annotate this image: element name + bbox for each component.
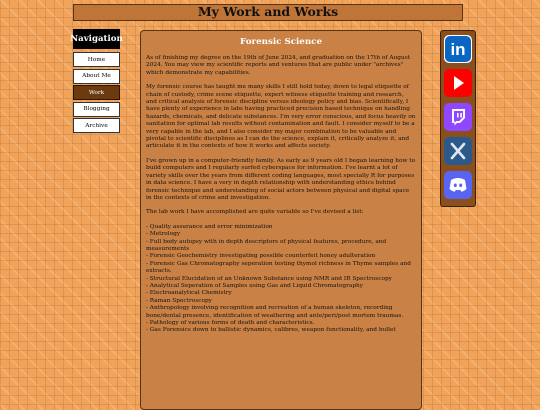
- nav-about-me-button[interactable]: About Me: [73, 69, 120, 84]
- list-item: - Pathology of various forms of death and characteristics.: [146, 320, 315, 326]
- intro-paragraph: As of finishing my degree on the 19th of June 2024, and graduation on the 17th of August 2024. You may view my scientific reports and ventures that are public under "archives" which demonstrate my capabilities.: [146, 55, 411, 76]
- discord-link[interactable]: [444, 171, 472, 199]
- list-item: - Raman Spectroscopy: [146, 297, 212, 304]
- list-item: - Forensic Geochemistry investigating possible counterfeit honey adulteration: [146, 253, 376, 260]
- course-paragraph: My forensic course has taught me many skills I still hold today, down to legal etiquette of chain of custody, crime scene etiquette, expert witness etiquette training and research, and critical analysis of forensic discipline versus ideology policy and bias. Scientifically, I have plenty of experience in labs having practiced precision based technique on handling hazards, chemicals, and delicate substances. I'm very error conscious, and focus heavily on sanitation for optimal lab results without contamination and fault. I consider myself to be a very capable in the lab, and I also consider my major combination to be valuable and pivotal to scientific disciplines as I can do the science, explain it, critically analyze it, and articulate it in the contexts of how it works and affects society.: [146, 84, 416, 150]
- list-item: - Gas Forensics down to ballistic dynamics, calibres, weapon functionality, and bullet: [146, 327, 396, 334]
- list-item: - Anthropology involving recognition and recreation of a human skeleton, recording bone/dental presence, identification of weathering and ante/peri/post mortem traumas.: [146, 305, 404, 319]
- twitch-link[interactable]: [444, 103, 472, 131]
- nav-home-button[interactable]: Home: [73, 52, 120, 67]
- nav-work-button[interactable]: Work: [73, 85, 120, 100]
- page-title: My Work and Works: [197, 4, 339, 20]
- youtube-icon: [448, 73, 468, 93]
- page-header: [73, 4, 463, 21]
- main-content-panel: [140, 30, 422, 410]
- list-item: - Forensic Gas Chromatography seperation testing thymol richness in Thyme samples and extracts.: [146, 260, 411, 275]
- section-title: Forensic Science: [240, 37, 322, 47]
- x-twitter-link[interactable]: [444, 137, 472, 165]
- nav-blogging-button[interactable]: Blogging: [73, 102, 120, 117]
- discord-icon: [447, 174, 469, 196]
- background-paragraph: I've grown up in a computer-friendly family. As early as 9 years old I began learning how to build computers and I regularly surfed cyberspace for information. I've learnt a lot of variety skills over the years from different coding languages, most specially R for purposes in data science. I have a very in depth relationship with understanding ethics behind forensic technique and understanding of social actors between physical and digital space in the contexts of crime and investigation.: [146, 157, 416, 201]
- lab-work-intro: The lab work I have accomplished are quite variable so I've devised a list:: [146, 209, 364, 216]
- youtube-link[interactable]: [444, 69, 472, 97]
- social-links-panel: [440, 30, 476, 207]
- svg-text:in: in: [450, 40, 466, 59]
- navigation-title: Navigation: [73, 29, 120, 49]
- nav-archive-button[interactable]: Archive: [73, 118, 120, 133]
- list-item: - Structural Elucidation of an Unknown Substance using NMR and IR Spectroscopy: [146, 275, 392, 282]
- list-item: - Electroanalytical Chemistry: [146, 290, 232, 297]
- linkedin-icon: [445, 36, 471, 62]
- x-icon: [448, 141, 468, 161]
- list-item: - Analytical Seperation of Samples using Gas and Liquid Chromatography: [146, 282, 364, 289]
- linkedin-link[interactable]: [444, 35, 472, 63]
- navigation-panel: [70, 29, 123, 135]
- list-item: - Metrology: [146, 231, 181, 238]
- list-item: - Full body autopsy with in depth descriptors of physical features, procedure, and measurements: [146, 238, 387, 252]
- list-item: - Quality assurance and error minimization: [146, 223, 273, 230]
- twitch-icon: [448, 107, 468, 127]
- lab-work-list: [146, 224, 416, 335]
